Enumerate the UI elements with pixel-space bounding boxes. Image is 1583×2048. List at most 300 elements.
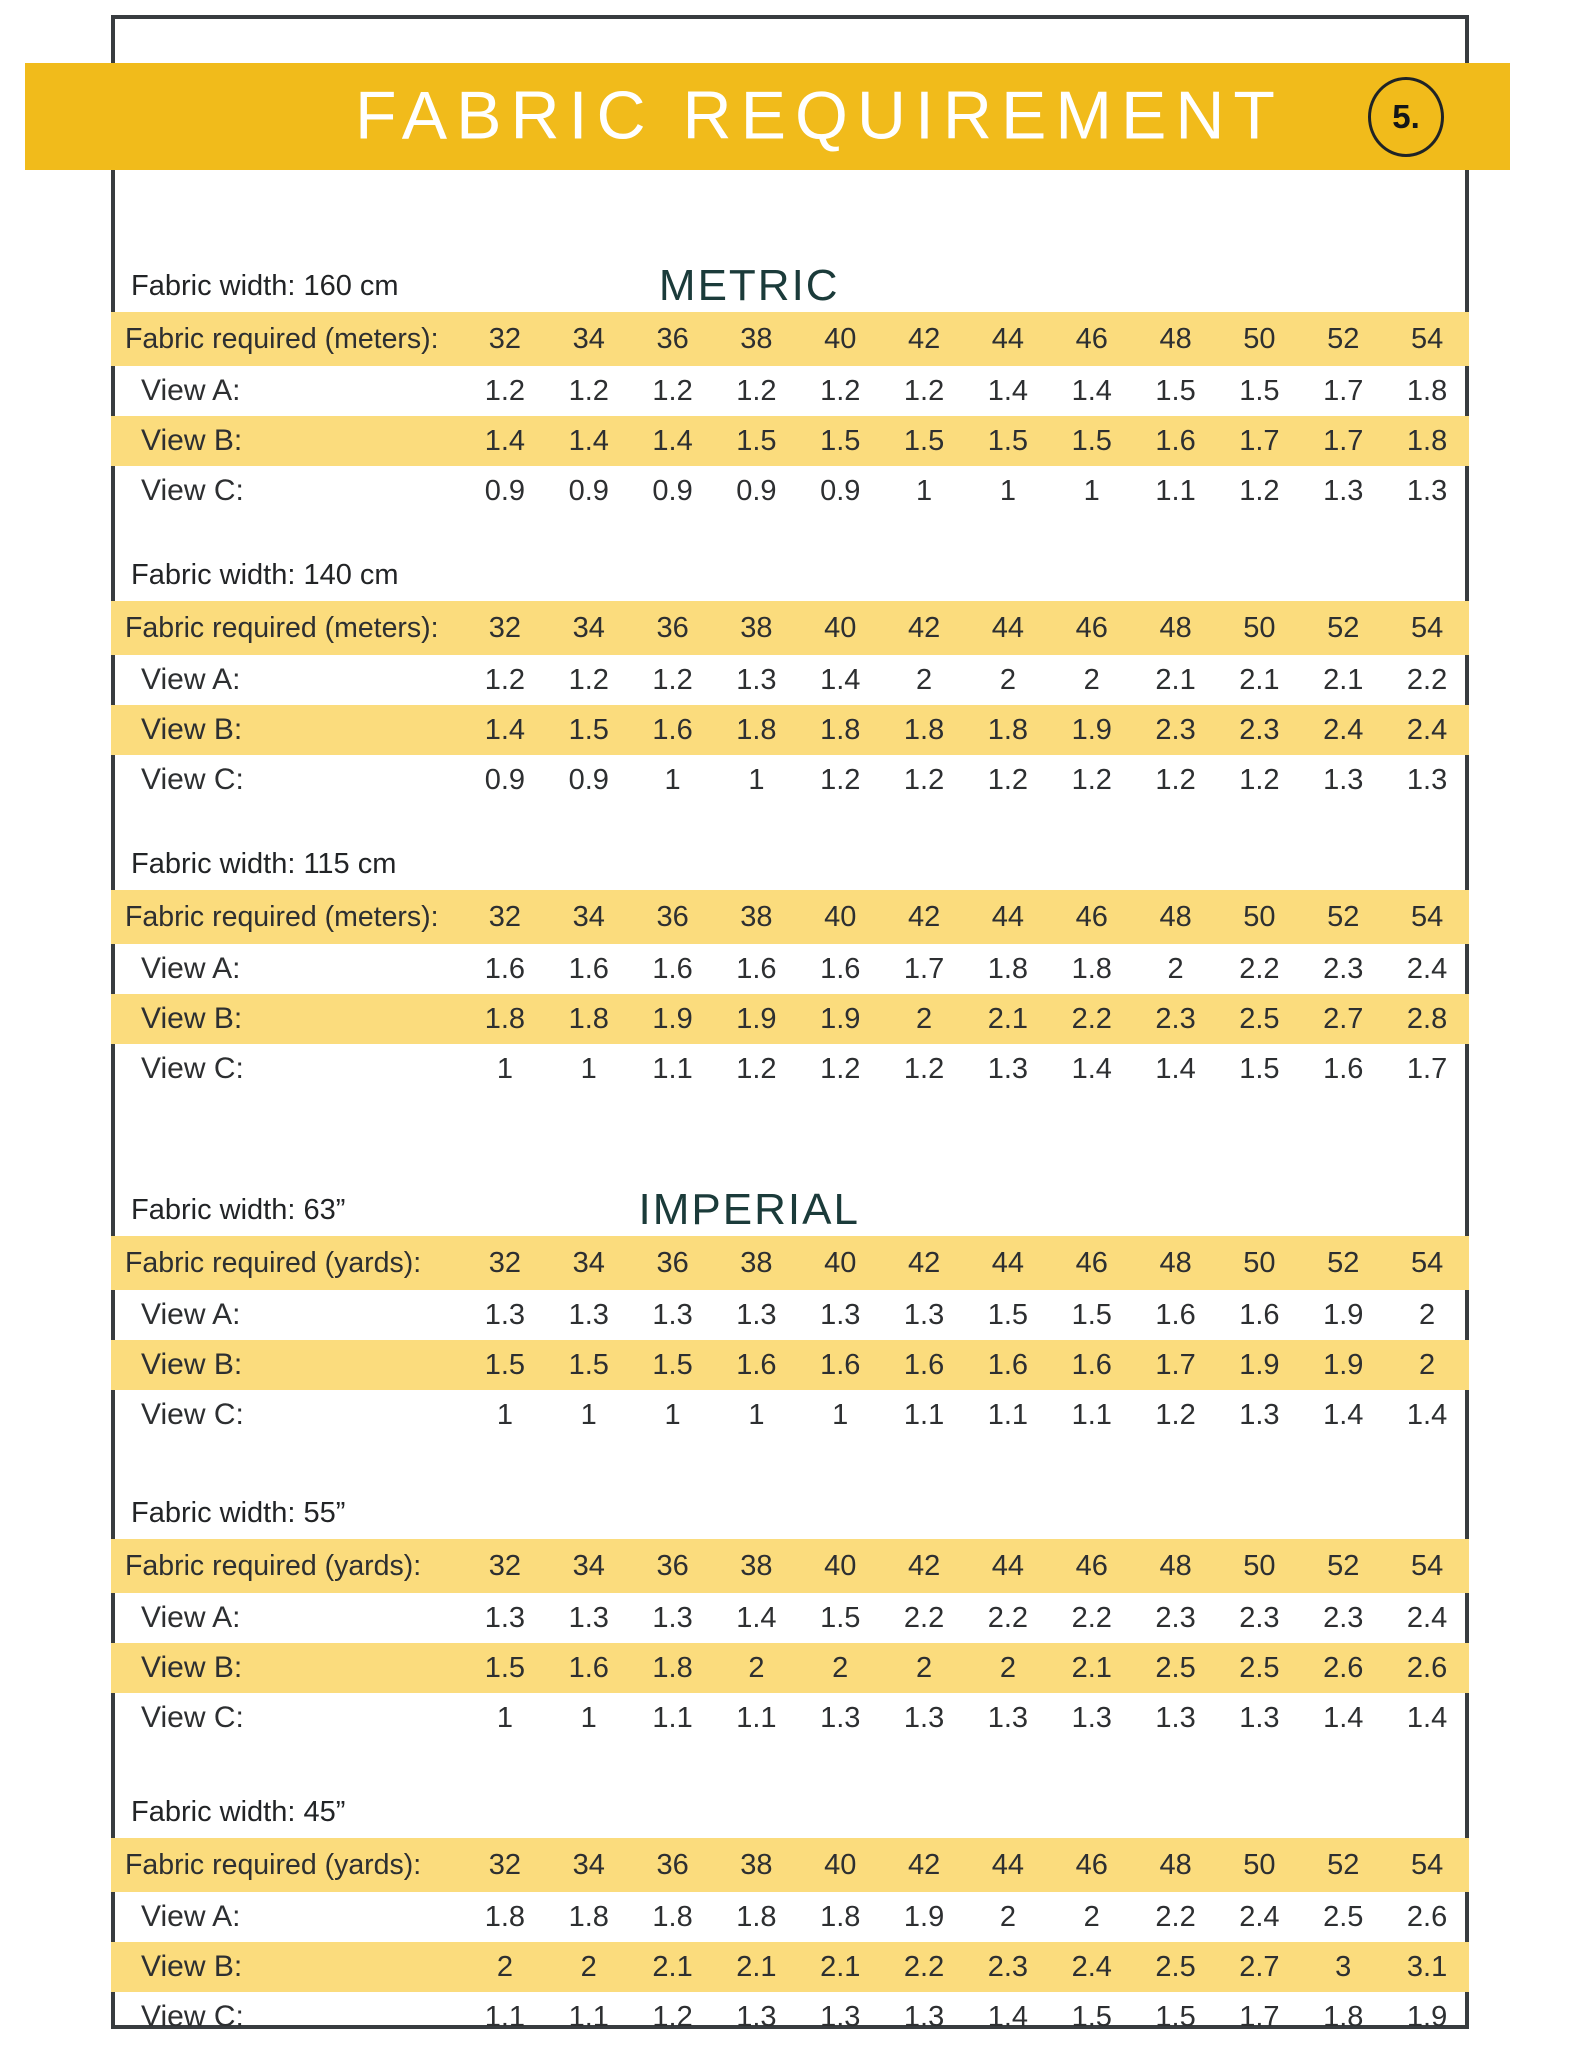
fabric-value: 1.4 [1323,1701,1364,1734]
size-header: 52 [1327,1848,1360,1881]
size-header: 36 [656,1246,689,1279]
fabric-value: 1.1 [484,2000,526,2033]
size-header-row [111,1838,1469,1892]
fabric-value: 1.3 [1071,1701,1112,1734]
size-header: 34 [572,1549,605,1582]
fabric-value: 1.1 [1071,1398,1112,1431]
view-row-b-115 [111,994,1469,1044]
size-header: 36 [656,322,689,355]
fabric-value: 1.8 [652,1651,693,1684]
size-header: 40 [824,322,857,355]
fabric-value: 2.2 [903,1601,945,1634]
fabric-value: 1.1 [568,2000,609,2033]
fabric-value: 1.4 [484,713,526,746]
fabric-value: 2.6 [1323,1651,1364,1684]
fabric-value: 2.4 [1323,713,1364,746]
fabric-value: 1 [748,1398,765,1431]
fabric-value: 1.5 [820,424,861,457]
fabric-value: 1.5 [903,424,945,457]
view-label: View C: [141,474,244,507]
size-header: 40 [824,611,857,644]
view-row-a-115 [111,944,1469,994]
view-row-a-140 [111,655,1469,705]
fabric-value: 1.8 [820,1900,861,1933]
size-header: 36 [656,611,689,644]
fabric-table-block-115 [111,843,1469,1094]
fabric-value: 1.5 [1071,424,1112,457]
fabric-value: 0.9 [484,763,526,796]
fabric-value: 1 [580,1052,597,1085]
fabric-value: 1.4 [484,424,526,457]
size-header: 48 [1159,1549,1192,1582]
fabric-value: 2 [1419,1348,1436,1381]
size-header: 54 [1410,1848,1444,1881]
section-heading-imperial: IMPERIAL [638,1185,860,1234]
fabric-value: 1.8 [1406,424,1448,457]
fabric-value: 2.3 [1155,1002,1196,1035]
fabric-value: 1.5 [568,713,609,746]
size-header: 38 [740,322,773,355]
fabric-required-label: Fabric required (yards): [125,1549,422,1582]
size-header: 48 [1159,322,1192,355]
view-label: View B: [141,713,243,746]
fabric-value: 1.9 [1239,1348,1280,1381]
size-header: 50 [1243,1549,1276,1582]
fabric-value: 1.2 [820,374,861,407]
fabric-value: 2.1 [736,1950,777,1983]
fabric-value: 1.2 [484,374,526,407]
fabric-value: 2 [1419,1298,1436,1331]
size-header: 52 [1327,322,1360,355]
size-header: 46 [1075,1246,1108,1279]
view-row-c-140 [111,755,1469,805]
size-header: 52 [1327,611,1360,644]
fabric-value: 1.8 [903,713,945,746]
fabric-value: 0.9 [568,474,609,507]
fabric-value: 1.3 [820,1701,861,1734]
fabric-value: 1.6 [568,1651,609,1684]
fabric-value: 2.7 [1239,1950,1280,1983]
fabric-value: 2.1 [1239,663,1280,696]
size-header: 54 [1410,611,1444,644]
fabric-required-label: Fabric required (meters): [125,322,439,355]
fabric-value: 2.2 [987,1601,1029,1634]
size-header: 34 [572,322,605,355]
fabric-value: 1.7 [1155,1348,1196,1381]
fabric-value: 2 [1083,1900,1100,1933]
fabric-value: 1.2 [820,1052,861,1085]
fabric-value: 1.1 [736,1701,777,1734]
fabric-value: 2 [916,1651,933,1684]
view-label: View B: [141,1651,243,1684]
view-row-b-140 [111,705,1469,755]
fabric-value: 2.1 [987,1002,1029,1035]
fabric-value: 1.2 [903,763,945,796]
size-header: 38 [740,1246,773,1279]
size-header: 52 [1327,900,1360,933]
fabric-width-line [111,843,1469,885]
page-number-badge [1368,77,1444,157]
fabric-value: 1 [496,1701,513,1734]
fabric-value: 1.9 [1323,1348,1364,1381]
size-header: 36 [656,1848,689,1881]
fabric-value: 2.5 [1239,1651,1280,1684]
size-header: 54 [1410,1549,1444,1582]
fabric-value: 1.3 [903,1298,945,1331]
fabric-value: 1.5 [1155,2000,1196,2033]
fabric-value: 2.2 [903,1950,945,1983]
fabric-value: 1.6 [568,952,609,985]
fabric-value: 2.5 [1323,1900,1364,1933]
size-header: 46 [1075,1549,1108,1582]
fabric-value: 1.5 [1071,1298,1112,1331]
fabric-value: 1.8 [987,952,1029,985]
fabric-value: 1.3 [1323,474,1364,507]
fabric-value: 1.6 [1323,1052,1364,1085]
size-header: 48 [1159,900,1192,933]
fabric-value: 1.8 [652,1900,693,1933]
fabric-value: 1.2 [987,763,1029,796]
fabric-value: 1.4 [820,663,861,696]
size-header: 54 [1410,900,1444,933]
size-header: 44 [991,900,1025,933]
view-label: View B: [141,1002,243,1035]
fabric-value: 2.1 [652,1950,693,1983]
fabric-value: 1.4 [1406,1701,1448,1734]
size-header: 44 [991,611,1025,644]
fabric-value: 1.4 [1155,1052,1196,1085]
fabric-value: 1.5 [987,424,1029,457]
fabric-value: 1.6 [1239,1298,1280,1331]
fabric-value: 1.4 [987,374,1029,407]
size-header: 40 [824,1848,857,1881]
size-header-row [111,1236,1469,1290]
size-header: 40 [824,900,857,933]
view-label: View A: [141,1601,241,1634]
fabric-value: 1.8 [484,1900,526,1933]
fabric-value: 1 [999,474,1016,507]
fabric-value: 1 [1083,474,1100,507]
size-header: 42 [907,1246,941,1279]
tables-area [111,170,1469,2042]
fabric-value: 1.3 [568,1601,609,1634]
fabric-value: 1.4 [1323,1398,1364,1431]
fabric-value: 1 [664,763,681,796]
fabric-value: 1.1 [652,1052,693,1085]
fabric-value: 1.3 [820,2000,861,2033]
fabric-value: 2 [832,1651,849,1684]
fabric-value: 1.2 [1155,1398,1196,1431]
fabric-value: 1.9 [652,1002,693,1035]
fabric-value: 2.3 [1323,1601,1364,1634]
fabric-width-label: Fabric width: 63” [131,1193,346,1226]
fabric-value: 1.5 [1155,374,1196,407]
fabric-value: 1.3 [652,1601,693,1634]
fabric-value: 1.5 [568,1348,609,1381]
fabric-value: 1.2 [903,374,945,407]
fabric-required-label: Fabric required (meters): [125,900,439,933]
fabric-value: 1.3 [1155,1701,1196,1734]
view-row-a-55 [111,1593,1469,1643]
fabric-value: 2 [496,1950,513,1983]
fabric-value: 1.8 [1323,2000,1364,2033]
size-header: 44 [991,1848,1025,1881]
fabric-value: 2 [999,663,1016,696]
fabric-value: 1.6 [903,1348,945,1381]
fabric-value: 0.9 [484,474,526,507]
fabric-value: 1.6 [484,952,526,985]
size-header: 50 [1243,1246,1276,1279]
view-row-c-63 [111,1390,1469,1440]
fabric-value: 0.9 [736,474,777,507]
fabric-value: 1.2 [652,663,693,696]
size-header: 42 [907,1549,941,1582]
fabric-value: 1.9 [1071,713,1112,746]
fabric-value: 2 [748,1651,765,1684]
fabric-value: 2 [916,663,933,696]
fabric-value: 1.3 [903,2000,945,2033]
fabric-value: 1.6 [820,952,861,985]
fabric-value: 1.7 [1239,424,1280,457]
fabric-value: 1.4 [568,424,609,457]
size-header: 34 [572,1848,605,1881]
fabric-value: 1.4 [987,2000,1029,2033]
view-label: View A: [141,374,241,407]
view-label: View B: [141,1950,243,1983]
fabric-value: 1.1 [1155,474,1196,507]
size-header: 50 [1243,322,1276,355]
fabric-value: 2.3 [1323,952,1364,985]
size-header: 34 [572,611,605,644]
size-header: 38 [740,900,773,933]
fabric-value: 1 [496,1052,513,1085]
fabric-value: 1 [748,763,765,796]
fabric-value: 1.3 [1239,1398,1280,1431]
fabric-value: 2 [999,1900,1016,1933]
fabric-value: 2.5 [1155,1651,1196,1684]
fabric-value: 1.6 [736,1348,777,1381]
size-header: 50 [1243,1848,1276,1881]
fabric-value: 1.6 [736,952,777,985]
fabric-width-label: Fabric width: 140 cm [131,558,399,591]
fabric-value: 1.5 [1071,2000,1112,2033]
fabric-width-line [111,554,1469,596]
fabric-value: 2.3 [1239,1601,1280,1634]
size-header: 40 [824,1246,857,1279]
fabric-required-label: Fabric required (meters): [125,611,439,644]
fabric-value: 1.8 [484,1002,526,1035]
fabric-required-label: Fabric required (yards): [125,1848,422,1881]
view-label: View C: [141,763,244,796]
fabric-value: 0.9 [568,763,609,796]
size-header: 42 [907,611,941,644]
fabric-value: 2.4 [1406,952,1448,985]
fabric-value: 1.4 [736,1601,777,1634]
view-row-b-55 [111,1643,1469,1693]
page-title: FABRIC REQUIREMENT [355,76,1284,153]
fabric-value: 1.8 [1071,952,1112,985]
fabric-value: 1.3 [1323,763,1364,796]
fabric-value: 1.3 [987,1052,1029,1085]
fabric-value: 1.7 [1323,374,1364,407]
fabric-value: 1.9 [1406,2000,1448,2033]
fabric-value: 1.4 [652,424,693,457]
fabric-value: 1.3 [736,663,777,696]
view-row-b-45 [111,1942,1469,1992]
fabric-value: 1.5 [484,1651,526,1684]
fabric-value: 1.3 [736,1298,777,1331]
fabric-value: 2.4 [1071,1950,1112,1983]
size-header: 50 [1243,611,1276,644]
fabric-value: 1.6 [820,1348,861,1381]
size-header: 46 [1075,611,1108,644]
fabric-value: 2.2 [1155,1900,1196,1933]
fabric-value: 1.2 [1239,763,1280,796]
view-label: View C: [141,1052,244,1085]
fabric-value: 1.5 [484,1348,526,1381]
fabric-value: 1.1 [903,1398,945,1431]
fabric-value: 1.2 [820,763,861,796]
size-header: 50 [1243,900,1276,933]
size-header: 38 [740,1549,773,1582]
fabric-value: 1.3 [652,1298,693,1331]
fabric-value: 1.2 [484,663,526,696]
fabric-value: 1.6 [1071,1348,1112,1381]
fabric-value: 1.3 [736,2000,777,2033]
fabric-value: 1.6 [1155,424,1196,457]
fabric-value: 1.4 [1071,374,1112,407]
fabric-value: 2.4 [1239,1900,1280,1933]
fabric-value: 1.3 [1239,1701,1280,1734]
fabric-value: 2.2 [1071,1002,1112,1035]
fabric-value: 1.4 [1406,1398,1448,1431]
fabric-value: 2.3 [1239,713,1280,746]
fabric-value: 1.8 [568,1900,609,1933]
fabric-value: 0.9 [820,474,861,507]
fabric-value: 1.5 [652,1348,693,1381]
fabric-value: 3 [1335,1950,1352,1983]
fabric-value: 2.4 [1406,1601,1448,1634]
view-row-a-160 [111,366,1469,416]
size-header: 54 [1410,322,1444,355]
size-header: 42 [907,900,941,933]
fabric-table-block-63 [111,1185,1469,1440]
fabric-value: 1.8 [736,1900,777,1933]
fabric-value: 1.3 [484,1298,526,1331]
fabric-value: 1.8 [987,713,1029,746]
fabric-value: 1.3 [568,1298,609,1331]
fabric-value: 2.2 [1071,1601,1112,1634]
view-label: View C: [141,2000,244,2033]
fabric-value: 1.3 [987,1701,1029,1734]
size-header: 36 [656,1549,689,1582]
fabric-value: 2 [1083,663,1100,696]
fabric-required-label: Fabric required (yards): [125,1246,422,1279]
fabric-value: 2.2 [1239,952,1280,985]
fabric-value: 1.9 [903,1900,945,1933]
fabric-value: 2 [1167,952,1184,985]
size-header: 46 [1075,900,1108,933]
fabric-value: 2 [999,1651,1016,1684]
fabric-value: 1.9 [1323,1298,1364,1331]
size-header: 48 [1159,1246,1192,1279]
fabric-value: 1.3 [903,1701,945,1734]
fabric-width-line [111,261,1469,310]
fabric-value: 1.6 [1155,1298,1196,1331]
fabric-width-label: Fabric width: 55” [131,1496,346,1529]
fabric-width-label: Fabric width: 160 cm [131,269,399,302]
view-label: View C: [141,1701,244,1734]
title-banner [25,63,1510,170]
fabric-width-line [111,1185,1469,1234]
view-row-a-63 [111,1290,1469,1340]
fabric-width-label: Fabric width: 45” [131,1795,346,1828]
fabric-value: 2.1 [1071,1651,1112,1684]
fabric-value: 1.9 [736,1002,777,1035]
size-header: 48 [1159,1848,1192,1881]
fabric-value: 2 [916,1002,933,1035]
view-row-b-160 [111,416,1469,466]
view-row-c-115 [111,1044,1469,1094]
fabric-width-line [111,1791,1469,1833]
size-header-row [111,1539,1469,1593]
fabric-value: 2.5 [1239,1002,1280,1035]
size-header: 36 [656,900,689,933]
size-header: 48 [1159,611,1192,644]
size-header: 52 [1327,1549,1360,1582]
view-row-c-55 [111,1693,1469,1743]
fabric-value: 2.1 [1323,663,1364,696]
fabric-value: 1.8 [736,713,777,746]
size-header: 38 [740,611,773,644]
fabric-value: 1.2 [1239,474,1280,507]
view-label: View A: [141,1900,241,1933]
fabric-value: 1.4 [1071,1052,1112,1085]
fabric-value: 2.2 [1406,663,1448,696]
size-header: 32 [488,611,522,644]
fabric-value: 1.2 [652,2000,693,2033]
fabric-value: 1.3 [1406,474,1448,507]
fabric-value: 1 [832,1398,849,1431]
size-header: 34 [572,1246,605,1279]
fabric-value: 1.2 [1071,763,1112,796]
fabric-value: 1 [496,1398,513,1431]
size-header: 52 [1327,1246,1360,1279]
fabric-value: 2.6 [1406,1651,1448,1684]
fabric-value: 1.6 [652,713,693,746]
fabric-value: 1.5 [736,424,777,457]
size-header: 32 [488,322,522,355]
fabric-value: 2 [580,1950,597,1983]
view-label: View A: [141,952,241,985]
fabric-value: 1.3 [820,1298,861,1331]
fabric-value: 2.4 [1406,713,1448,746]
fabric-value: 3.1 [1406,1950,1448,1983]
fabric-value: 1.2 [903,1052,945,1085]
size-header: 42 [907,1848,941,1881]
fabric-value: 1 [916,474,933,507]
view-row-b-63 [111,1340,1469,1390]
fabric-value: 1.8 [568,1002,609,1035]
fabric-value: 2.8 [1406,1002,1448,1035]
fabric-value: 1.2 [736,1052,777,1085]
fabric-table-block-45 [111,1791,1469,2042]
fabric-value: 1.3 [484,1601,526,1634]
fabric-value: 1.7 [1239,2000,1280,2033]
size-header: 32 [488,1848,522,1881]
fabric-value: 1 [580,1701,597,1734]
fabric-value: 2.7 [1323,1002,1364,1035]
